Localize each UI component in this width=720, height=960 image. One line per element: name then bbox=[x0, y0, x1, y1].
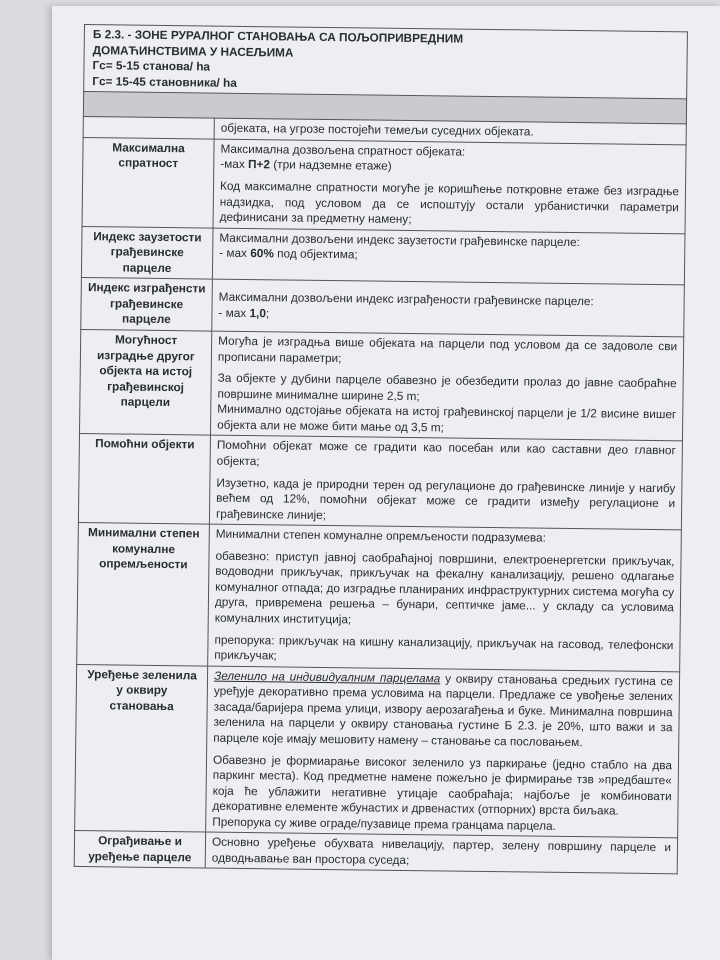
table-row bbox=[79, 329, 683, 441]
row-label-empty bbox=[83, 117, 214, 139]
paragraph: Максимални дозвољени индекс изграђености грађевинске парцеле: - мах 1,0; bbox=[218, 289, 594, 321]
table-row bbox=[74, 831, 677, 874]
row-label: Ограђивање и уређење парцеле bbox=[74, 831, 205, 869]
intro-text: објеката, на угрозе постојећи темељи суседних објеката. bbox=[220, 120, 534, 139]
paragraph: Могућа је изградња више објеката на парцели под условом да се задоволе сви прописани параметри; bbox=[217, 333, 678, 365]
row-content bbox=[212, 228, 685, 285]
emphasis-text: Зеленило на индивидуалним парцелама bbox=[213, 668, 441, 686]
row-content bbox=[209, 435, 682, 530]
zoning-rules-table bbox=[74, 24, 688, 875]
paragraph: Максимална дозвољена спратност објеката: -мах П+2 (три надземне етаже) bbox=[220, 141, 466, 174]
paragraph: Минимални степен комуналне опремљености подразумева: bbox=[215, 526, 547, 545]
row-content bbox=[206, 666, 680, 838]
row-content bbox=[210, 331, 683, 441]
table-row bbox=[78, 434, 682, 530]
table-row bbox=[82, 137, 686, 233]
row-label: Индекс заузетости грађевинске парцеле bbox=[81, 226, 213, 279]
paragraph: За објекте у дубини парцеле обавезно је обезбедити пролаз до јавне саобраћне површине минималне ширине 2,5 m; Минимално одстојање објеката на истој грађевинској парцели је 1/2 висине вишег објекта али не може бити мање од 3,5 m; bbox=[217, 370, 677, 435]
paragraph: препорука: прикључак на кишну канализацију, прикључак на гасовод, телефонски прикључак; bbox=[214, 632, 674, 663]
table-row bbox=[75, 664, 680, 838]
paragraph: Обавезно је формиарање високог зеленило уз паркирање (једно стабло на два паркинг места). Код предметне намене пожељно је фирмирање тзв »предбаште« која ће ублажити негативне утицаје саобраћаја; најбоље је комбиновати декоративне елементе жбунастих и дрвенастих (отпорних) врста биљака. Препорука су живе ограде/пузавице према гранцама парцела. bbox=[212, 752, 673, 833]
table-header bbox=[84, 25, 688, 100]
row-content bbox=[208, 524, 682, 671]
paragraph: Помоћни објекат може се градити као посебан или као саставни део главног објекта; bbox=[216, 438, 676, 469]
row-label: Минимални степен комуналне опремљености bbox=[77, 523, 210, 666]
row-content bbox=[205, 832, 677, 874]
paragraph: обавезно: приступ јавној саобраћајној површини, електроенергетски прикључак, водоводни прикључак, прикључак на фекалну канализацију, решено одлагање комуналног отпада; до изградње планираних инфраструктурних система могућа су друга, привремена решења – бунари, септичке јаме... у складу са условима комуналних институција; bbox=[214, 548, 675, 627]
paragraph: Максимални дозвољени индекс заузетости грађевинске парцеле: - мах 60% под објектима; bbox=[219, 230, 580, 262]
row-content bbox=[213, 139, 686, 234]
row-content bbox=[212, 279, 685, 336]
row-label: Индекс изграђенсти грађевинске парцеле bbox=[81, 278, 213, 331]
table-row bbox=[81, 278, 685, 337]
paragraph: Изузетно, када је природни терен од регулационе до грађевинске линије у нагибу већем од 12%, помоћни објекат може се градити између регулационе и грађевинске линије; bbox=[215, 475, 676, 522]
header-cell bbox=[84, 25, 688, 100]
header-subtitle: ДОМАЋИНСТВИМА У НАСЕЉИМА bbox=[92, 42, 294, 60]
row-label: Помоћни објекти bbox=[78, 434, 210, 524]
table-row bbox=[77, 523, 682, 672]
row-label: Максимална спратност bbox=[82, 137, 214, 227]
row-label: Могућност изградње другог објекта на истој грађевинској парцели bbox=[79, 329, 211, 435]
header-title: Б 2.3. - ЗОНЕ РУРАЛНОГ СТАНОВАЊА СА ПОЉОПРИВРЕДНИМ bbox=[92, 27, 464, 46]
row-label: Уређење зеленила у оквиру становања bbox=[75, 664, 208, 832]
paragraph: Зеленило на индивидуалним парцелама у оквиру становања средњих густина се уређује декоративно према условима на парцели. Предлаже се увођење зелених засада/баријера према улици, извору аерозагађења и буке. Минимална површина зеленила на парцели у оквиру становања густине Б 2.3. је 20%, што важи и за парцеле које имају мешовиту намену – становање са пословањем. bbox=[213, 668, 674, 750]
header-density-flats: Гс= 5-15 станова/ ha bbox=[92, 58, 211, 74]
header-density-people: Гс= 15-45 становника/ ha bbox=[92, 73, 237, 90]
paragraph: Код максималне спратности могуће је коришћење поткровне етаже без изградње надзидка, под условом да се испоштују остали урбанистички параметри дефинисани за предметну намену; bbox=[219, 178, 680, 227]
paragraph: Основно уређење обухвата нивелацију, партер, зелену површину парцеле и одводњавање ван простора суседа; bbox=[211, 834, 672, 867]
table-row bbox=[81, 226, 685, 285]
